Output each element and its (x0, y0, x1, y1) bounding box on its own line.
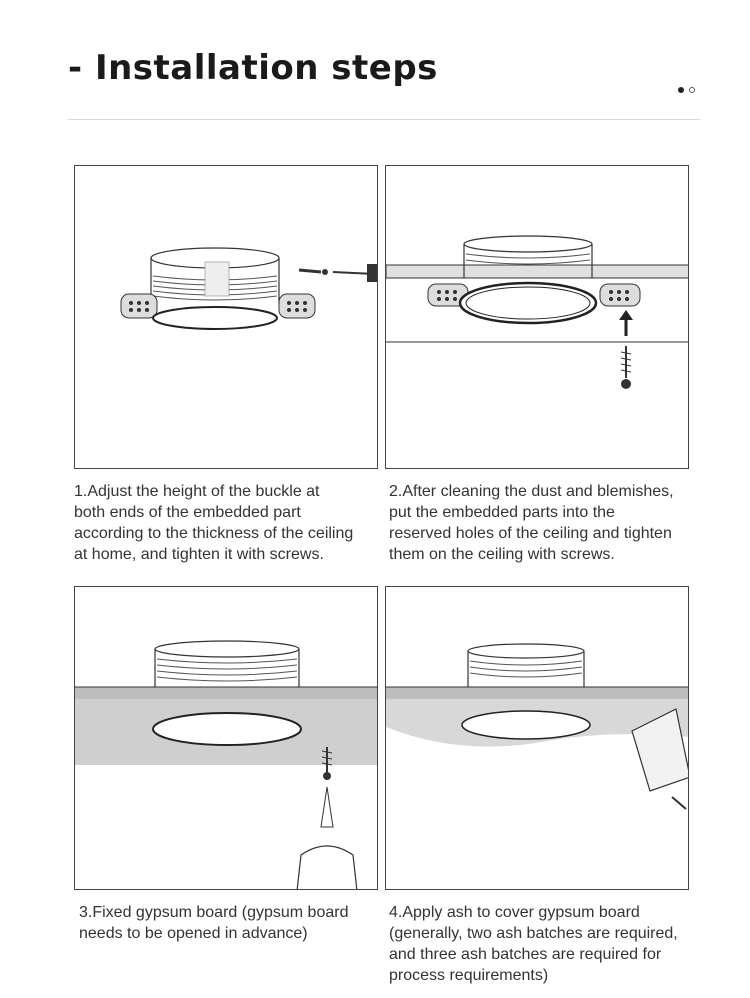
step-2-caption: 2.After cleaning the dust and blemishes, put the embedded parts into the reserved holes of the ceiling and tighten them on the ceiling with screws. (389, 483, 674, 563)
step-3-illustration (74, 586, 378, 890)
page-dot-active[interactable] (678, 87, 684, 93)
step-1-illustration (74, 165, 378, 469)
page-dot-inactive[interactable] (689, 87, 695, 93)
step-3-caption: 3.Fixed gypsum board (gypsum board needs to be opened in advance) (79, 904, 349, 942)
step-4-illustration (385, 586, 689, 890)
step-2-illustration (385, 165, 689, 469)
header-divider (68, 119, 700, 120)
step-4-caption: 4.Apply ash to cover gypsum board (generally, two ash batches are required, and three ash batches are required for process requirements) (389, 904, 678, 984)
step-1-caption: 1.Adjust the height of the buckle at both ends of the embedded part according to the thickness of the ceiling at home, and tighten it with screws. (74, 483, 354, 563)
page-title: - Installation steps (68, 48, 438, 88)
